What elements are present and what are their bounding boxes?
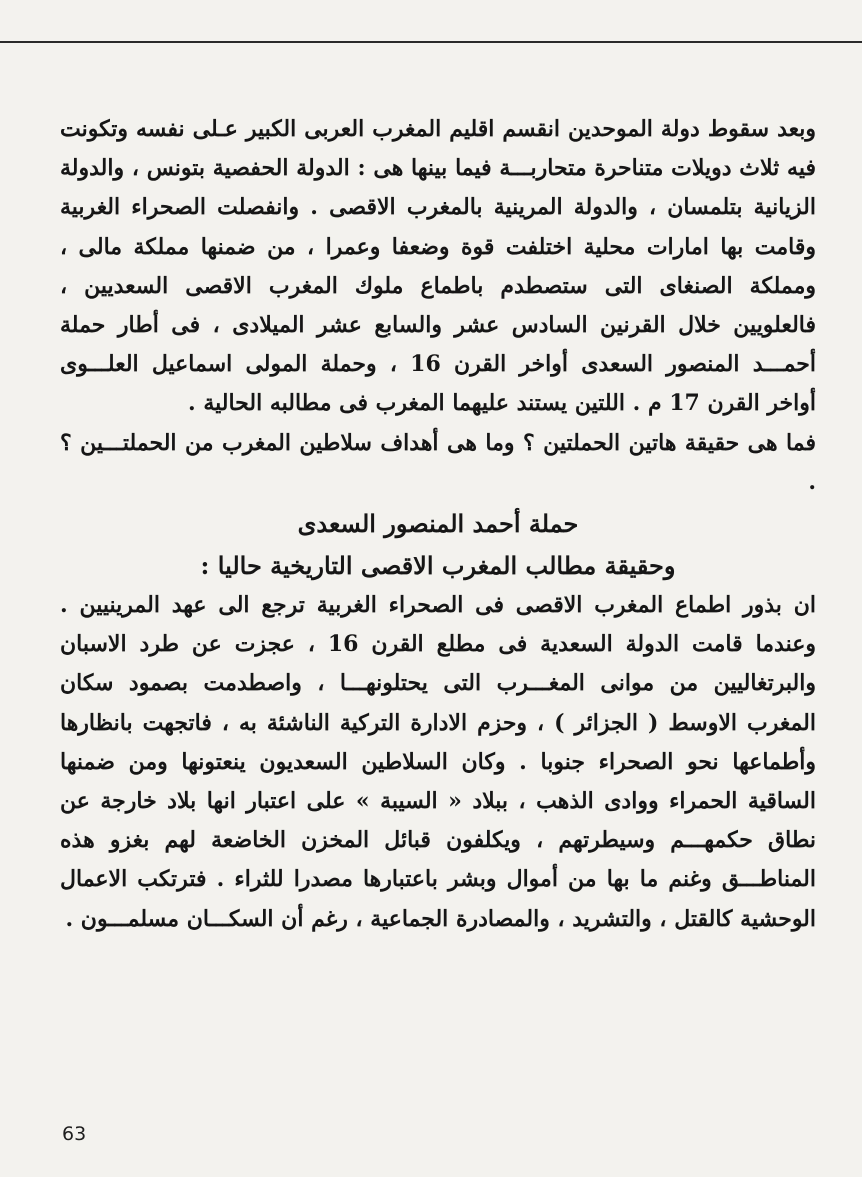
paragraph-1: وبعد سقوط دولة الموحدين انقسم اقليم المغرب العربى الكبير عـلى نفسه وتكونت فيه ثلاث دويلات متناحرة متحاربـــة فيما بينها هى : الدولة الحفصية بتونس ، والدولة الزيانية بتلمسان ، والدولة المرينية بالمغرب الاقصى . وانفصلت الصحراء الغربية وقامت بها امارات محلية اختلفت قوة وضعفا وعمرا ، من ضمنها مملكة مالى ، ومملكة الصنغاى التى ستصطدم باطماع ملوك المغرب الاقصى السعديين ، فالعلويين خلال القرنين السادس عشر والسابع عشر الميلادى ، فى أطار حملة أحمـــد المنصور السعدى أواخر القرن 16 ، وحملة المولى اسماعيل العلـــوى أواخر القرن 17 م . اللتين يستند عليهما المغرب فى مطالبه الحالية . (60, 116, 817, 417)
paragraph-3: ان بذور اطماع المغرب الاقصى فى الصحراء الغربية ترجع الى عهد المرينيين . وعندما قامت الدولة السعدية فى مطلع القرن 16 ، عجزت عن طرد الاسبان والبرتغاليين من موانى المغـــرب التى يحتلونهـــا ، واصطدمت بصمود سكان المغرب الاوسط ( الجزائر ) ، وحزم الادارة التركية الناشئة به ، فاتجهت بانظارها وأطماعها نحو الصحراء جنوبا . وكان السلاطين السعديون ينعتونها ومن ضمنها الساقية الحمراء ووادى الذهب ، ببلاد « السيبة » على اعتبار انها بلاد خارجة عن نطاق حكمهـــم وسيطرتهم ، ويكلفون قبائل المخزن الخاضعة لهم بغزو هذه المناطـــق وغنم ما بها من أموال وبشر باعتبارها مصدرا للثراء . فترتكب الاعمال الوحشية كالقتل ، والتشريد ، والمصادرة الجماعية ، رغم أن السكـــان مسلمـــون . (60, 592, 816, 932)
section-heading-line-2: وحقيقة مطالب المغرب الاقصى التاريخية حاليا : (200, 551, 676, 581)
top-rule (0, 41, 862, 43)
text-block (60, 110, 816, 939)
page-number: 63 (62, 1123, 87, 1145)
paragraph-2: فما هى حقيقة هاتين الحملتين ؟ وما هى أهداف سلاطين المغرب من الحملتـــين ؟ . (60, 429, 816, 495)
section-heading-line-1: حملة أحمد المنصور السعدى (297, 509, 579, 539)
